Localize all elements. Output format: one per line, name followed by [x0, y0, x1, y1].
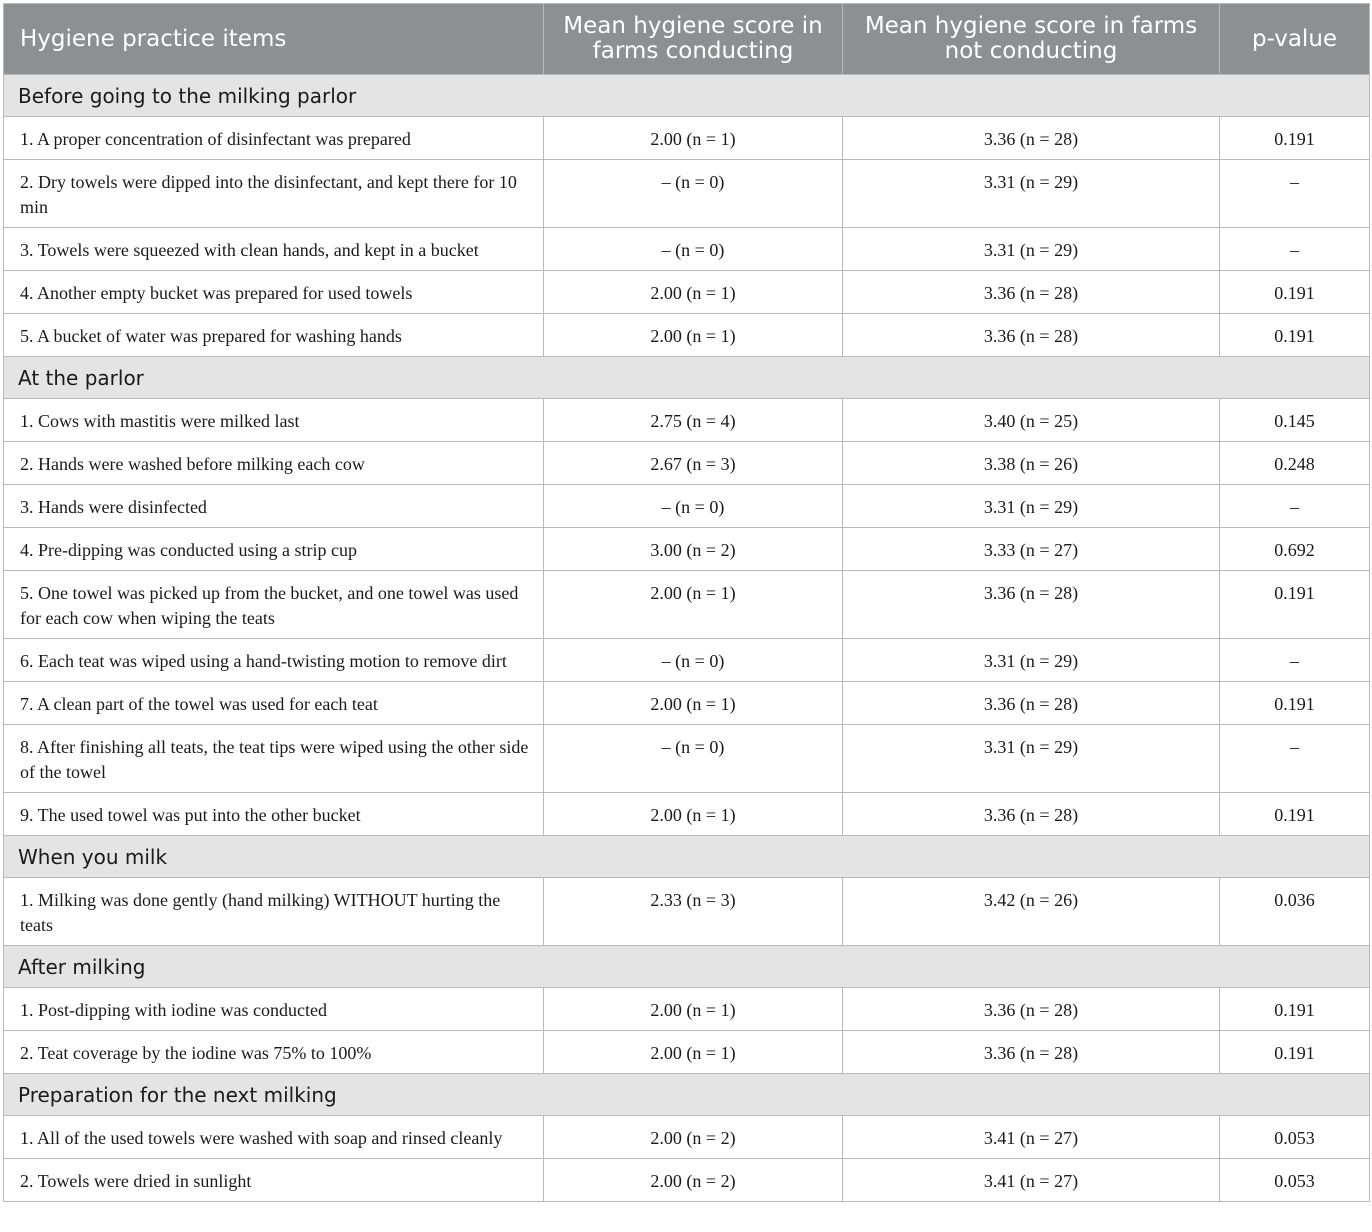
table-row — [4, 639, 1370, 682]
section-title: When you milk — [4, 836, 1370, 878]
practice-item-cell: 4. Pre-dipping was conducted using a strip cup — [4, 528, 544, 571]
header-hygiene-practice-items: Hygiene practice items — [4, 4, 544, 75]
p-value-cell: – — [1220, 485, 1370, 528]
header-farms-not-conducting: Mean hygiene score in farms not conducting — [843, 4, 1220, 75]
practice-item-cell: 1. Post-dipping with iodine was conducted — [4, 988, 544, 1031]
p-value-cell: – — [1220, 228, 1370, 271]
practice-item-cell: 3. Towels were squeezed with clean hands, and kept in a bucket — [4, 228, 544, 271]
practice-item-cell: 5. One towel was picked up from the bucket, and one towel was used for each cow when wiping the teats — [4, 571, 544, 639]
p-value-cell: 0.053 — [1220, 1159, 1370, 1202]
table-row — [4, 228, 1370, 271]
not-conducting-score-cell: 3.36 (n = 28) — [843, 571, 1220, 639]
not-conducting-score-cell: 3.36 (n = 28) — [843, 1031, 1220, 1074]
not-conducting-score-cell: 3.36 (n = 28) — [843, 314, 1220, 357]
p-value-cell: 0.191 — [1220, 793, 1370, 836]
conducting-score-cell: 2.00 (n = 1) — [544, 271, 843, 314]
practice-item-cell: 2. Dry towels were dipped into the disinfectant, and kept there for 10 min — [4, 160, 544, 228]
p-value-cell: – — [1220, 639, 1370, 682]
conducting-score-cell: – (n = 0) — [544, 228, 843, 271]
table-row — [4, 878, 1370, 946]
practice-item-cell: 5. A bucket of water was prepared for washing hands — [4, 314, 544, 357]
not-conducting-score-cell: 3.36 (n = 28) — [843, 793, 1220, 836]
table-row — [4, 314, 1370, 357]
table-row — [4, 1031, 1370, 1074]
p-value-cell: 0.692 — [1220, 528, 1370, 571]
conducting-score-cell: 2.00 (n = 1) — [544, 682, 843, 725]
p-value-cell: 0.191 — [1220, 314, 1370, 357]
not-conducting-score-cell: 3.31 (n = 29) — [843, 228, 1220, 271]
table-row — [4, 725, 1370, 793]
practice-item-cell: 3. Hands were disinfected — [4, 485, 544, 528]
practice-item-cell: 1. Milking was done gently (hand milking) WITHOUT hurting the teats — [4, 878, 544, 946]
table-row — [4, 1116, 1370, 1159]
conducting-score-cell: – (n = 0) — [544, 639, 843, 682]
practice-item-cell: 2. Hands were washed before milking each cow — [4, 442, 544, 485]
section-row — [4, 946, 1370, 988]
conducting-score-cell: 2.33 (n = 3) — [544, 878, 843, 946]
table-row — [4, 571, 1370, 639]
not-conducting-score-cell: 3.41 (n = 27) — [843, 1159, 1220, 1202]
not-conducting-score-cell: 3.31 (n = 29) — [843, 160, 1220, 228]
section-row — [4, 1074, 1370, 1116]
conducting-score-cell: 2.00 (n = 1) — [544, 793, 843, 836]
not-conducting-score-cell: 3.36 (n = 28) — [843, 117, 1220, 160]
p-value-cell: 0.191 — [1220, 988, 1370, 1031]
practice-item-cell: 9. The used towel was put into the other bucket — [4, 793, 544, 836]
header-farms-conducting: Mean hygiene score in farms conducting — [544, 4, 843, 75]
hygiene-table — [3, 3, 1370, 1202]
conducting-score-cell: 2.00 (n = 1) — [544, 988, 843, 1031]
p-value-cell: – — [1220, 160, 1370, 228]
p-value-cell: 0.191 — [1220, 117, 1370, 160]
conducting-score-cell: 2.67 (n = 3) — [544, 442, 843, 485]
p-value-cell: 0.036 — [1220, 878, 1370, 946]
not-conducting-score-cell: 3.36 (n = 28) — [843, 988, 1220, 1031]
practice-item-cell: 2. Teat coverage by the iodine was 75% to 100% — [4, 1031, 544, 1074]
conducting-score-cell: 2.75 (n = 4) — [544, 399, 843, 442]
table-row — [4, 1159, 1370, 1202]
table-row — [4, 117, 1370, 160]
practice-item-cell: 8. After finishing all teats, the teat tips were wiped using the other side of the towel — [4, 725, 544, 793]
not-conducting-score-cell: 3.38 (n = 26) — [843, 442, 1220, 485]
p-value-cell: 0.191 — [1220, 571, 1370, 639]
conducting-score-cell: 2.00 (n = 1) — [544, 1031, 843, 1074]
not-conducting-score-cell: 3.40 (n = 25) — [843, 399, 1220, 442]
not-conducting-score-cell: 3.36 (n = 28) — [843, 682, 1220, 725]
p-value-cell: 0.248 — [1220, 442, 1370, 485]
not-conducting-score-cell: 3.42 (n = 26) — [843, 878, 1220, 946]
section-title: Preparation for the next milking — [4, 1074, 1370, 1116]
p-value-cell: 0.191 — [1220, 271, 1370, 314]
table-row — [4, 160, 1370, 228]
table-row — [4, 399, 1370, 442]
conducting-score-cell: 2.00 (n = 1) — [544, 571, 843, 639]
conducting-score-cell: – (n = 0) — [544, 485, 843, 528]
p-value-cell: 0.191 — [1220, 1031, 1370, 1074]
table-row — [4, 682, 1370, 725]
not-conducting-score-cell: 3.31 (n = 29) — [843, 485, 1220, 528]
table-row — [4, 793, 1370, 836]
practice-item-cell: 7. A clean part of the towel was used for each teat — [4, 682, 544, 725]
table-body — [4, 75, 1370, 1202]
practice-item-cell: 6. Each teat was wiped using a hand-twisting motion to remove dirt — [4, 639, 544, 682]
p-value-cell: 0.191 — [1220, 682, 1370, 725]
conducting-score-cell: 2.00 (n = 1) — [544, 117, 843, 160]
conducting-score-cell: – (n = 0) — [544, 725, 843, 793]
practice-item-cell: 2. Towels were dried in sunlight — [4, 1159, 544, 1202]
conducting-score-cell: 2.00 (n = 2) — [544, 1116, 843, 1159]
section-title: Before going to the milking parlor — [4, 75, 1370, 117]
p-value-cell: 0.053 — [1220, 1116, 1370, 1159]
table-header — [4, 4, 1370, 75]
conducting-score-cell: 2.00 (n = 1) — [544, 314, 843, 357]
header-row — [4, 4, 1370, 75]
practice-item-cell: 1. All of the used towels were washed with soap and rinsed cleanly — [4, 1116, 544, 1159]
table-row — [4, 988, 1370, 1031]
conducting-score-cell: 3.00 (n = 2) — [544, 528, 843, 571]
section-row — [4, 836, 1370, 878]
section-title: After milking — [4, 946, 1370, 988]
not-conducting-score-cell: 3.31 (n = 29) — [843, 639, 1220, 682]
not-conducting-score-cell: 3.33 (n = 27) — [843, 528, 1220, 571]
section-row — [4, 357, 1370, 399]
table-row — [4, 442, 1370, 485]
p-value-cell: – — [1220, 725, 1370, 793]
practice-item-cell: 1. A proper concentration of disinfectant was prepared — [4, 117, 544, 160]
practice-item-cell: 1. Cows with mastitis were milked last — [4, 399, 544, 442]
table-row — [4, 271, 1370, 314]
header-p-value: p-value — [1220, 4, 1370, 75]
not-conducting-score-cell: 3.31 (n = 29) — [843, 725, 1220, 793]
practice-item-cell: 4. Another empty bucket was prepared for used towels — [4, 271, 544, 314]
not-conducting-score-cell: 3.36 (n = 28) — [843, 271, 1220, 314]
table-row — [4, 485, 1370, 528]
section-row — [4, 75, 1370, 117]
conducting-score-cell: 2.00 (n = 2) — [544, 1159, 843, 1202]
section-title: At the parlor — [4, 357, 1370, 399]
not-conducting-score-cell: 3.41 (n = 27) — [843, 1116, 1220, 1159]
p-value-cell: 0.145 — [1220, 399, 1370, 442]
conducting-score-cell: – (n = 0) — [544, 160, 843, 228]
table-row — [4, 528, 1370, 571]
